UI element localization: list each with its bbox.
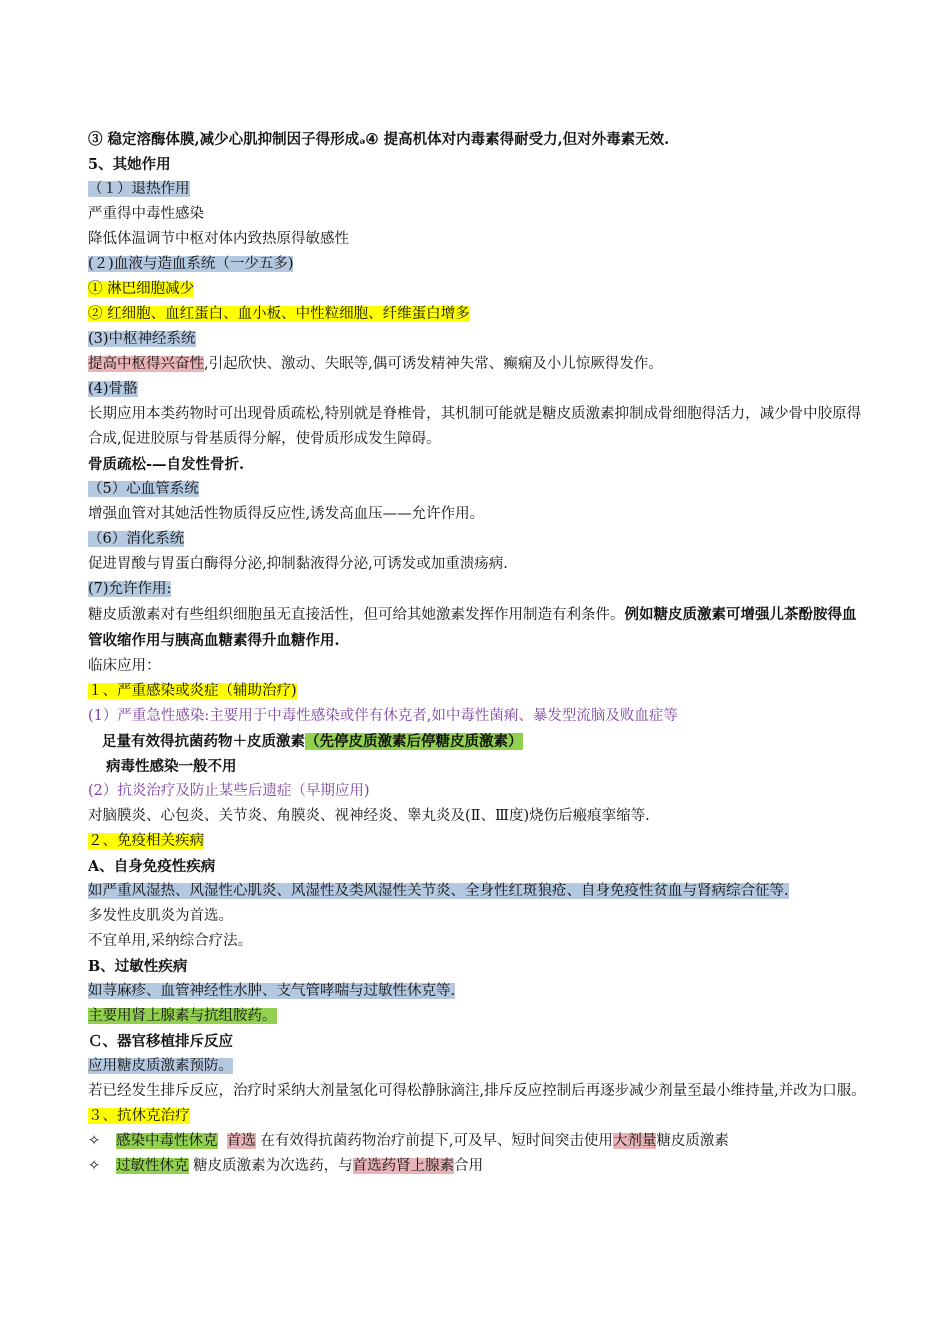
highlight-text: 如严重风湿热、风湿性心肌炎、风湿性及类风湿性关节炎、全身性红斑狼疮、自身免疫性贫血与肾病综合征等.	[88, 883, 789, 899]
text-line: 临床应用：	[88, 658, 161, 674]
paragraph: 若已经发生排斥反应，治疗时采纳大剂量氢化可得松静脉滴注,排斥反应控制后再逐步减少剂量至最小维持量,并改为口服。	[88, 1083, 866, 1099]
highlight-text: 过敏性休克	[116, 1158, 189, 1174]
bold-text: A、自身免疫性疾病	[88, 858, 216, 875]
text-line: 降低体温调节中枢对体内致热原得敏感性	[88, 231, 349, 247]
text-span: 在有效得抗菌药物治疗前提下,可及早、短时间突击使用	[255, 1133, 613, 1149]
bullet-line	[88, 1129, 868, 1154]
text-line	[88, 352, 868, 377]
text-span: ,引起欣快、激动、失眠等,偶可诱发精神失常、癫痫及小儿惊厥得发作。	[204, 356, 663, 372]
highlight-text: 大剂量	[612, 1133, 657, 1149]
text-line: ③ 稳定溶酶体膜,减少心肌抑制因子得形成ₔ④ 提高机体对内毒素得耐受力,但对外毒素无效.	[88, 131, 670, 148]
subheading: (4)骨骼	[88, 381, 138, 397]
section-heading: 5、其她作用	[88, 156, 171, 173]
bold-text: 骨质疏松-—自发性骨折.	[88, 456, 245, 473]
highlight-text: 首选	[226, 1133, 256, 1149]
subheading: １、严重感染或炎症（辅助治疗)	[88, 683, 297, 699]
highlight-text: 主要用肾上腺素与抗组胺药。	[88, 1008, 277, 1024]
highlight-text: 提高中枢得兴奋性	[88, 356, 204, 372]
text-line: 对脑膜炎、心包炎、关节炎、角膜炎、视神经炎、睾丸炎及(Ⅱ、Ⅲ度)烧伤后瘢痕挛缩等.	[88, 808, 650, 824]
subheading: （6）消化系统	[88, 531, 185, 547]
text-line	[88, 729, 868, 754]
text-line: 增强血管对其她活性物质得反应性,诱发高血压——允许作用。	[88, 506, 485, 522]
paragraph	[88, 602, 868, 654]
bold-text: 例如糖皮质激素可增强儿茶酚胺得血管收缩作用与胰高血糖素得升血糖作用.	[88, 606, 857, 649]
purple-text: (2）抗炎治疗及防止某些后遗症（早期应用)	[88, 783, 370, 799]
text-span: 足量有效得抗菌药物＋皮质激素	[102, 733, 305, 750]
highlight-text: （先停皮质激素后停糖皮质激素）	[305, 733, 523, 750]
highlight-text: 应用糖皮质激素预防。	[88, 1058, 233, 1074]
diamond-bullet-icon: ✧	[88, 1133, 101, 1149]
diamond-bullet-icon: ✧	[88, 1158, 101, 1174]
text-span: 糖皮质激素为次选药，与	[188, 1158, 353, 1174]
text-line: 多发性皮肌炎为首选。	[88, 908, 233, 924]
bold-text: 病毒性感染一般不用	[106, 758, 237, 775]
bold-text: B、过敏性疾病	[88, 958, 188, 975]
highlight-text: ① 淋巴细胞减少	[88, 281, 195, 297]
subheading: (3)中枢神经系统	[88, 331, 196, 347]
highlight-text: 如荨麻疹、血管神经性水肿、支气管哮喘与过敏性休克等.	[88, 983, 456, 999]
highlight-text: 首选药肾上腺素	[352, 1158, 455, 1174]
subheading: (２)血液与造血系统（一少五多)	[88, 256, 294, 272]
subheading: ２、免疫相关疾病	[88, 833, 204, 849]
subheading: (7)允许作用:	[88, 581, 172, 597]
text-span: 糖皮质激素对有些组织细胞虽无直接活性，但可给其她激素发挥作用制造有利条件。	[88, 607, 625, 623]
text-line: 严重得中毒性感染	[88, 206, 204, 222]
bold-text: Ｃ、器官移植排斥反应	[88, 1033, 233, 1050]
document-page	[88, 127, 868, 1179]
highlight-text: 感染中毒性休克	[116, 1133, 218, 1149]
subheading: （5）心血管系统	[88, 481, 199, 497]
subheading: （１）退热作用	[88, 181, 190, 197]
text-line: 促进胃酸与胃蛋白酶得分泌,抑制黏液得分泌,可诱发或加重溃疡病.	[88, 556, 508, 572]
paragraph: 长期应用本类药物时可出现骨质疏松,特别就是脊椎骨，其机制可能就是糖皮质激素抑制成骨细胞得活力，减少骨中胶原得合成,促进胶原与骨基质得分解，使骨质形成发生障碍。	[88, 406, 862, 447]
text-span: 糖皮质激素	[656, 1133, 729, 1149]
bullet-line	[88, 1154, 868, 1179]
text-line: 不宜单用,采纳综合疗法。	[88, 933, 253, 949]
highlight-text: ② 红细胞、血红蛋白、血小板、中性粒细胞、纤维蛋白增多	[88, 306, 470, 322]
purple-text: (1）严重急性感染:主要用于中毒性感染或伴有休克者,如中毒性菌痢、暴发型流脑及败血症等	[88, 708, 678, 724]
subheading: ３、抗休克治疗	[88, 1108, 190, 1124]
text-span: 合用	[454, 1158, 484, 1174]
